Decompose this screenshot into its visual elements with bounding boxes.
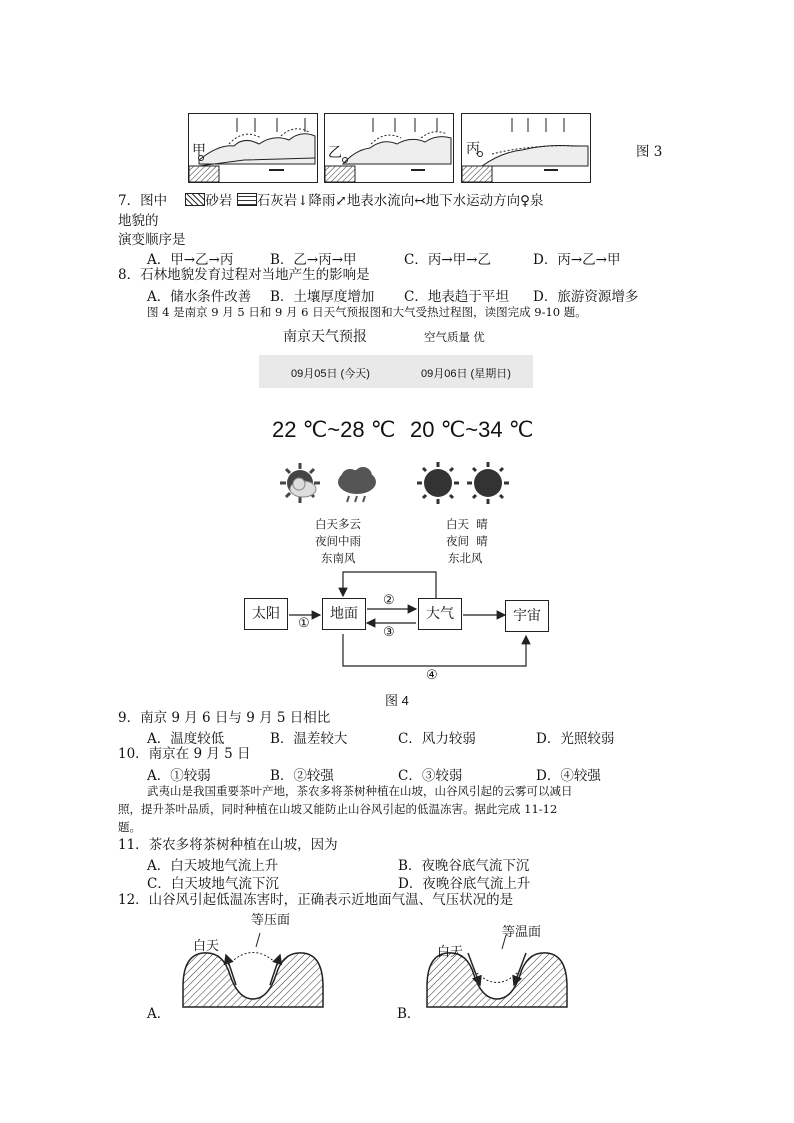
karst-stage-diagram [189, 114, 317, 182]
karst-stage-diagram [462, 114, 590, 182]
q10-option-a[interactable]: A．①较弱 [147, 768, 211, 784]
rain-cloud-icon [336, 466, 378, 506]
q12-option-a[interactable]: A． [147, 1006, 171, 1022]
q7-stem-line2: 地貌的 [118, 213, 159, 229]
isotherm-label: 等温面 [502, 925, 542, 940]
q9-option-c[interactable]: C．风力较弱 [398, 731, 476, 747]
daytime-label: 白天 [193, 939, 220, 954]
sandstone-legend-icon [185, 193, 205, 206]
q12-stem: 12．山谷风引起低温冻害时，正确表示近地面气温、气压状况的是 [118, 892, 514, 908]
q9-option-d[interactable]: D．光照较弱 [536, 731, 615, 747]
q7-stem-prefix: 7．图中 [118, 193, 168, 209]
day2-temp: 20 ℃~34 ℃ [410, 417, 534, 442]
legend-label: 地表水流向 [346, 193, 415, 209]
day1-wind: 东南风 [321, 551, 356, 565]
forecast-title: 南京天气预报 [283, 328, 367, 344]
day1-date[interactable]: 09月05日 (今天) [291, 368, 370, 380]
marker-2: ② [383, 593, 395, 608]
sun-node [244, 598, 288, 630]
day2-night-weather: 夜间 晴 [446, 534, 488, 548]
q7-stem-line1 [118, 192, 544, 210]
q8-option-a[interactable]: A．储水条件改善 [147, 289, 252, 305]
intro-11-12-line2: 照，提升茶叶品质，同时种植在山坡又能防止山谷风引起的低温冻害。据此完成 11-12 [118, 802, 558, 816]
q9-option-a[interactable]: A．温度较低 [147, 731, 225, 747]
day1-daytime-weather: 白天多云 [315, 517, 361, 531]
q8-option-c[interactable]: C．地表趋于平坦 [404, 289, 509, 305]
q11-option-b[interactable]: B．夜晚谷底气流下沉 [398, 858, 530, 874]
ground-node [322, 598, 366, 630]
marker-3: ③ [383, 625, 395, 640]
space-node [505, 600, 549, 632]
day1-temp: 22 ℃~28 ℃ [272, 417, 396, 442]
legend-label: 地下水运动方向 [425, 193, 521, 209]
limestone-legend-icon [237, 193, 257, 206]
panel-label: 丙 [466, 141, 480, 157]
legend-label: 降雨 [308, 193, 336, 209]
legend-label: 砂岩 [205, 193, 233, 209]
q7-option-b[interactable]: B．乙→丙→甲 [270, 252, 357, 268]
day2-wind: 东北风 [448, 551, 483, 565]
daytime-label: 白天 [437, 945, 464, 960]
q11-stem: 11．茶农多将茶树种植在山坡，因为 [118, 837, 338, 853]
q10-option-b[interactable]: B．②较强 [270, 768, 334, 784]
q10-option-c[interactable]: C．③较弱 [398, 768, 463, 784]
q8-option-b[interactable]: B．土壤厚度增加 [270, 289, 375, 305]
ground-label: 地面 [330, 606, 358, 622]
sunny-icon [417, 462, 459, 504]
q7-option-c[interactable]: C．丙→甲→乙 [404, 252, 491, 268]
q9-stem: 9．南京 9 月 6 日与 9 月 5 日相比 [118, 710, 331, 726]
intro-11-12-line3: 题。 [118, 820, 141, 834]
marker-4: ④ [426, 668, 438, 683]
karst-stage-diagram [325, 114, 453, 182]
marker-1: ① [298, 616, 310, 631]
valley-diagram-b [422, 925, 572, 1015]
day2-daytime-weather: 白天 晴 [446, 517, 488, 531]
partly-cloudy-icon [279, 462, 321, 504]
atmosphere-label: 大气 [426, 606, 454, 622]
fig3-panel-bing [461, 113, 591, 183]
q7-option-d[interactable]: D．丙→乙→甲 [533, 252, 621, 268]
rain-arrow-icon: ↓ [297, 193, 309, 209]
q9-option-b[interactable]: B．温差较大 [270, 731, 348, 747]
q11-option-a[interactable]: A．白天坡地气流上升 [147, 858, 279, 874]
q7-stem-line3: 演变顺序是 [118, 232, 186, 248]
space-label: 宇宙 [513, 608, 541, 624]
figure-caption: 图 3 [636, 144, 663, 160]
isobar-label: 等压面 [251, 913, 291, 928]
legend-label: 泉 [530, 193, 544, 209]
q10-stem: 10．南京在 9 月 5 日 [118, 746, 251, 762]
panel-label: 甲 [192, 143, 206, 159]
q8-option-d[interactable]: D．旅游资源增多 [533, 289, 639, 305]
sunny-icon [467, 462, 509, 504]
fig3-panel-yi [324, 113, 454, 183]
q8-stem: 8．石林地貌发育过程对当地产生的影响是 [118, 267, 370, 283]
day1-night-weather: 夜间中雨 [315, 534, 361, 548]
panel-label: 乙 [328, 145, 342, 161]
q11-option-d[interactable]: D．夜晚谷底气流上升 [398, 876, 531, 892]
legend-label: 石灰岩 [256, 193, 298, 209]
figure-caption: 图 4 [385, 693, 409, 708]
fig3-panel-jia [188, 113, 318, 183]
spring-icon: ♀ [520, 193, 530, 209]
intro-9-10: 图 4 是南京 9 月 5 日和 9 月 6 日天气预报图和大气受热过程图，读图完成 9-10 题。 [147, 305, 587, 319]
intro-11-12-line1: 武夷山是我国重要茶叶产地，茶农多将茶树种植在山坡，山谷风引起的云雾可以减日 [147, 784, 573, 798]
groundwater-arrow-icon: ↢ [414, 193, 426, 209]
day2-date[interactable]: 09月06日 (星期日) [421, 368, 511, 380]
atmosphere-node [418, 598, 462, 630]
surface-flow-icon: ⤢ [335, 193, 347, 209]
q11-option-c[interactable]: C．白天坡地气流下沉 [147, 876, 279, 892]
sun-label: 太阳 [252, 606, 280, 622]
air-quality: 空气质量 优 [424, 332, 485, 344]
q7-option-a[interactable]: A．甲→乙→丙 [147, 252, 234, 268]
q12-option-b[interactable]: B． [397, 1006, 421, 1022]
q10-option-d[interactable]: D．④较强 [536, 768, 601, 784]
